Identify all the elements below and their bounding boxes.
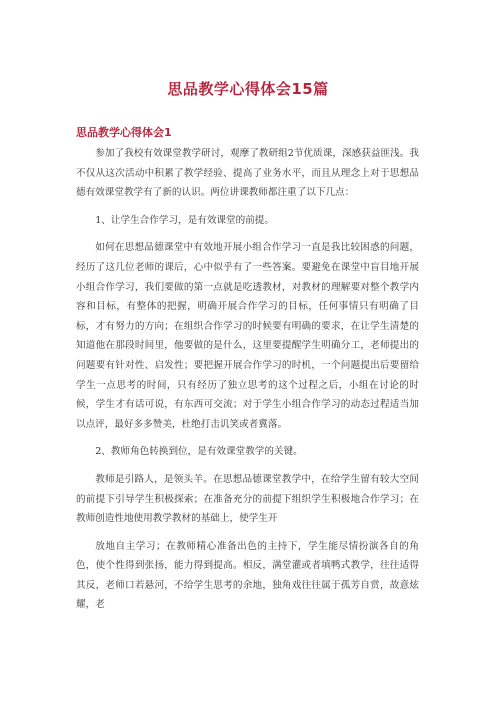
paragraph-point-1: 1、让学生合作学习，是有效课堂的前提。 (95, 214, 274, 226)
paragraph-cooperative-learning: 如何在思想品德课堂中有效地开展小组合作学习一直是我比较困惑的问题，经历了这几位老师的课后，心中似乎有了一些答案。要避免在课堂中盲目地开展小组合作学习，我们要做的第一点就是吃透教材，对教材的理解要对整个教学内容和目标，有整体的把握，明确开展合作学习的目标，任何事情只有明确了目标，才有努力的方向；在组织合作学习的时候要有明确的要求，在让学生清楚的知道他在那段时间里，他要做的是什么，这里要提醒学生明确分工，老师提出的问题要有针对性、启发性；要把握开展合作学习的时机，一个问题提出后要留给学生一点思考的时间，只有经历了独立思考的这个过程之后，小组在讨论的时候，学生才有话可说，有东西可交流；对于学生小组合作学习的动态过程适当加以点评，最好多多赞美，杜绝打击讥笑或者冀落。 (76, 242, 419, 430)
paragraph-teacher-role: 教师是引路人，是领头羊。在思想品德课堂教学中，在给学生留有较大空间的前提下引导学生积极探索；在准备充分的前提下组织学生积极地合作学习；在教师创造性地使用教学教材的基础上，使学生开 (76, 473, 419, 525)
document-body (76, 144, 419, 623)
section-heading: 思品教学心得体会1 (76, 126, 172, 139)
paragraph-point-2: 2、教师角色转换到位，是有效课堂教学的关键。 (95, 446, 303, 458)
paragraph-continuation: 放地自主学习；在教师精心准备出色的主持下，学生能尽情扮演各自的角色，使个性得到张扬，能力得到提高。相反，满堂灌或者填鸭式教学，往往适得其反，老师口若悬河，不给学生思考的余地，独角戏往往属于孤芳自赏，故意炫耀，老 (76, 540, 419, 611)
paragraph-intro: 参加了我校有效课堂教学研讨，观摩了教研组2节优质课，深感获益匪浅。我不仅从这次活动中积累了教学经验、提高了业务水平，而且从理念上对于思想品德有效课堂教学有了新的认识。两位讲课教师都注重了以下几点： (76, 148, 419, 199)
document-title: 思品教学心得体会15篇 (167, 80, 329, 98)
